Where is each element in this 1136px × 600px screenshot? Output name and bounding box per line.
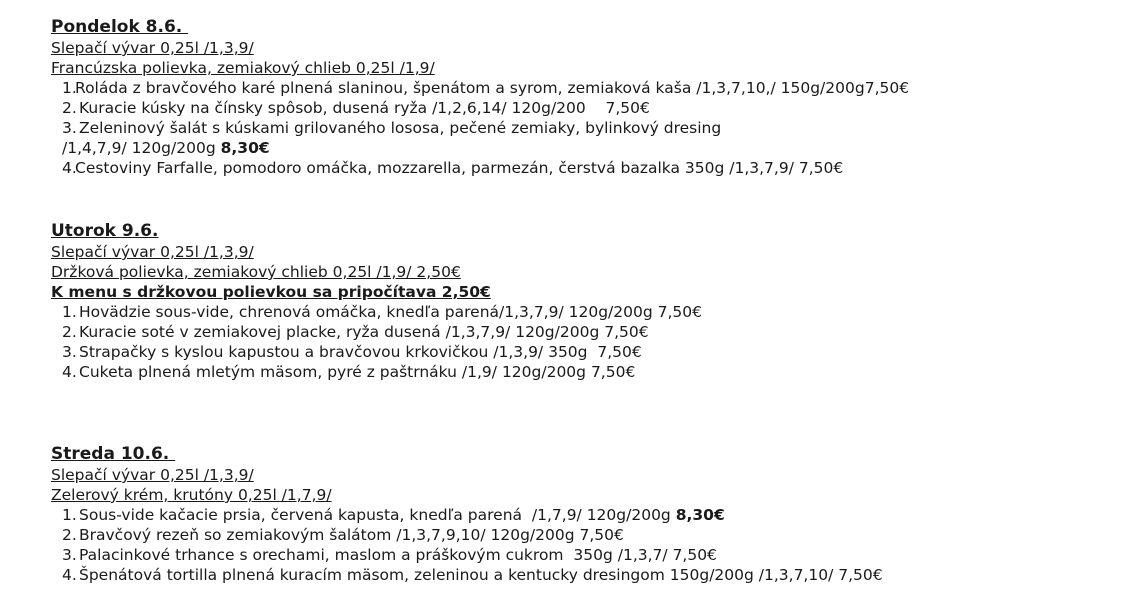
item-text: Cestoviny Farfalle, pomodoro omáčka, mozzarella, parmezán, čerstvá bazalka 350g /1,3,7,9/ 7,50€	[75, 159, 844, 177]
item-number: 4.	[62, 159, 77, 177]
menu-item	[51, 98, 1121, 118]
item-text: Strapačky s kyslou kapustou a bravčovou krkovičkou /1,3,9/ 350g 7,50€	[79, 343, 642, 361]
item-price: 8,30€	[675, 506, 725, 524]
item-number: 2.	[62, 323, 77, 341]
item-number: 2.	[62, 99, 77, 117]
item-number: 4.	[62, 566, 77, 584]
item-text: /1,4,7,9/ 120g/200g	[62, 139, 221, 157]
item-number: 4.	[62, 363, 77, 381]
item-text: Zeleninový šalát s kúskami grilovaného lososa, pečené zemiaky, bylinkový dresing	[79, 119, 722, 137]
item-text: Bravčový rezeň so zemiakovým šalátom /1,3,7,9,10/ 120g/200g 7,50€	[79, 526, 624, 544]
menu-item	[51, 158, 1121, 178]
menu-document	[51, 16, 1121, 585]
item-text: Hovädzie sous-vide, chrenová omáčka, knedľa parená/1,3,7,9/ 120g/200g 7,50€	[79, 303, 702, 321]
item-number: 3.	[62, 119, 77, 137]
item-number: 1.	[62, 506, 77, 524]
menu-item	[51, 362, 1121, 382]
menu-item	[51, 565, 1121, 585]
menu-note: K menu s držkovou polievkou sa pripočítava 2,50€	[51, 283, 491, 301]
item-number: 3.	[62, 546, 77, 564]
menu-item	[51, 302, 1121, 322]
menu-item	[51, 342, 1121, 362]
menu-item	[51, 322, 1121, 342]
item-text: Palacinkové trhance s orechami, maslom a práškovým cukrom 350g /1,3,7/ 7,50€	[79, 546, 717, 564]
item-text: Kuracie soté v zemiakovej placke, ryža dusená /1,3,7,9/ 120g/200g 7,50€	[79, 323, 649, 341]
day-section-tuesday	[51, 220, 1121, 382]
item-text: Kuracie kúsky na čínsky spôsob, dusená ryža /1,2,6,14/ 120g/200 7,50€	[79, 99, 650, 117]
item-number: 2.	[62, 526, 77, 544]
menu-item	[51, 545, 1121, 565]
soup-line: Francúzska polievka, zemiakový chlieb 0,25l /1,9/	[51, 59, 435, 77]
menu-item	[51, 505, 1121, 525]
item-number: 1.	[62, 79, 77, 97]
menu-item-continuation	[51, 138, 1121, 158]
item-text: Špenátová tortilla plnená kuracím mäsom, zeleninou a kentucky dresingom 150g/200g /1,3,7,10/ 7,50€	[79, 566, 883, 584]
day-title: Pondelok 8.6.	[51, 17, 189, 37]
item-price: 8,30€	[220, 139, 270, 157]
day-section-monday	[51, 16, 1121, 178]
day-title: Utorok 9.6.	[51, 221, 159, 241]
soup-line: Slepačí vývar 0,25l /1,3,9/	[51, 466, 254, 484]
soup-line: Zelerový krém, krutóny 0,25l /1,7,9/	[51, 486, 332, 504]
menu-item	[51, 78, 1121, 98]
item-text: Sous-vide kačacie prsia, červená kapusta, knedľa parená /1,7,9/ 120g/200g	[79, 506, 676, 524]
day-section-wednesday	[51, 443, 1121, 585]
soup-line: Slepačí vývar 0,25l /1,3,9/	[51, 243, 254, 261]
menu-item	[51, 525, 1121, 545]
day-title: Streda 10.6.	[51, 444, 176, 464]
item-number: 1.	[62, 303, 77, 321]
soup-line: Slepačí vývar 0,25l /1,3,9/	[51, 39, 254, 57]
item-text: Roláda z bravčového karé plnená slaninou, špenátom a syrom, zemiaková kaša /1,3,7,10,/ 150g/200g7,50€	[75, 79, 910, 97]
item-text: Cuketa plnená mletým mäsom, pyré z paštrnáku /1,9/ 120g/200g 7,50€	[79, 363, 636, 381]
item-number: 3.	[62, 343, 77, 361]
menu-item	[51, 118, 1121, 138]
soup-line: Držková polievka, zemiakový chlieb 0,25l /1,9/ 2,50€	[51, 263, 461, 281]
